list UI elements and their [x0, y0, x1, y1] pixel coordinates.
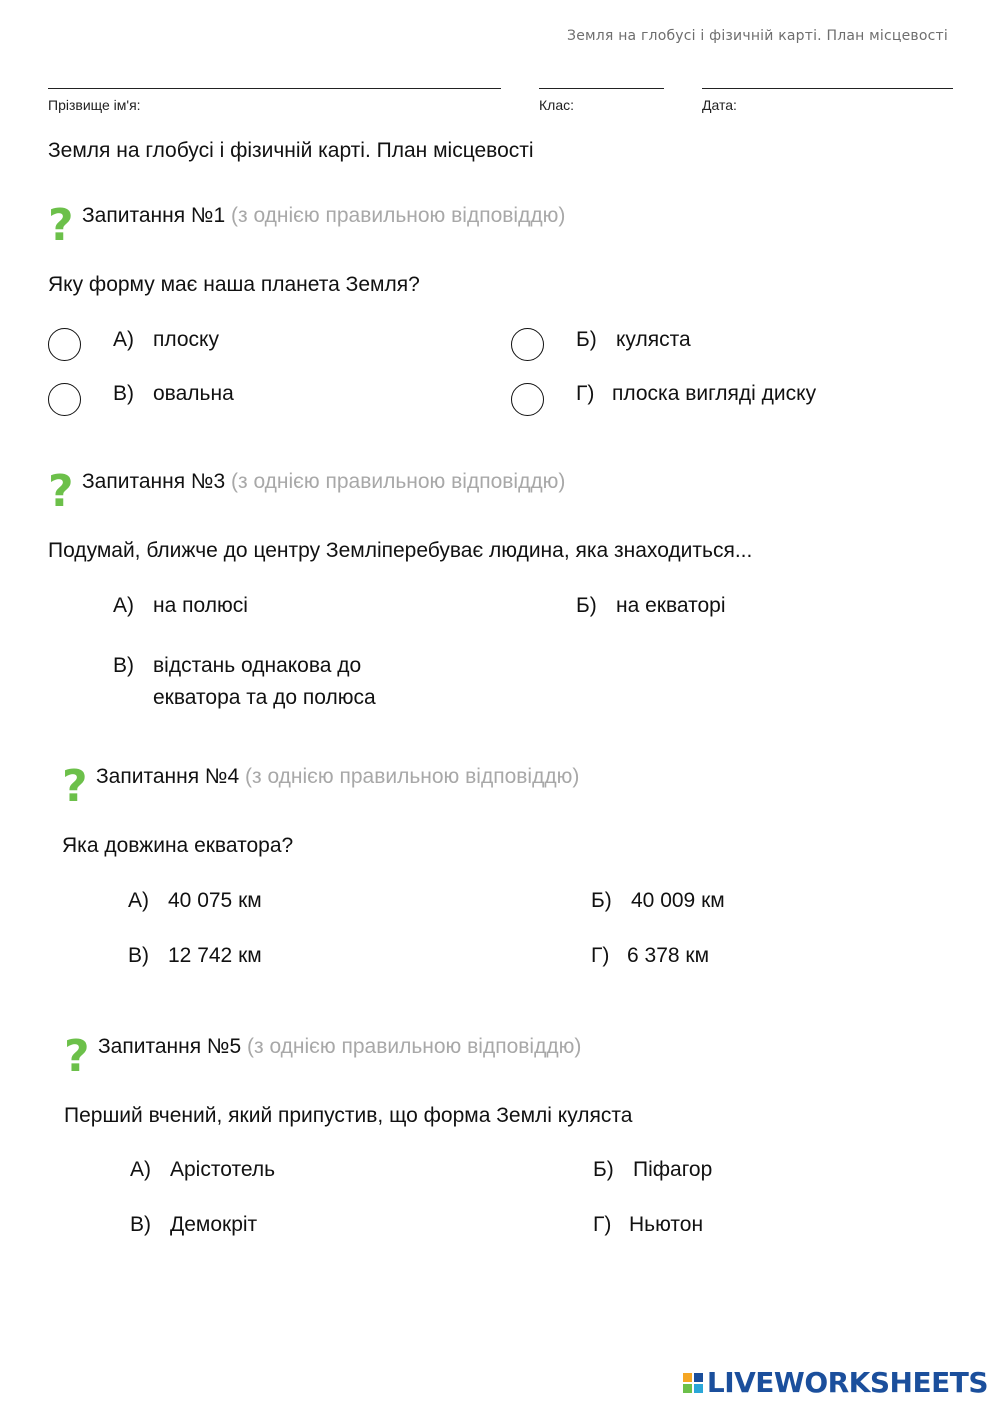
question-4-heading	[96, 765, 579, 789]
question-mark-icon: ?	[62, 761, 88, 812]
question-hint: (з однією правильною відповіддю)	[244, 765, 580, 788]
question-label: Запитання №4	[96, 765, 240, 788]
question-mark-icon: ?	[64, 1031, 90, 1082]
question-label: Запитання №1	[82, 204, 226, 227]
class-field-line[interactable]	[539, 88, 664, 89]
radio-button[interactable]	[48, 383, 81, 416]
question-mark-icon: ?	[48, 200, 74, 251]
answer-option[interactable]: А) 40 075 км	[128, 889, 262, 912]
answer-option[interactable]: Б) 40 009 км	[591, 889, 725, 912]
answer-option[interactable]: Б) на екваторі	[576, 594, 726, 617]
question-5-text: Перший вчений, який припустив, що форма Землі куляста	[64, 1104, 633, 1127]
question-mark-icon: ?	[48, 466, 74, 517]
question-label: Запитання №3	[82, 470, 226, 493]
question-3-heading	[82, 470, 565, 494]
answer-option[interactable]: В) відстань однакова до	[113, 654, 362, 677]
answer-option[interactable]: Б) куляста	[576, 328, 691, 351]
question-4-text: Яка довжина екватора?	[62, 834, 294, 857]
answer-option-continuation: екватора та до полюса	[153, 686, 376, 709]
date-field-line[interactable]	[702, 88, 953, 89]
question-3-text: Подумай, ближче до центру Земліперебуває людина, яка знаходиться...	[48, 539, 753, 562]
logo-text: LIVEWORKSHEETS	[706, 1366, 988, 1399]
date-label: Дата:	[702, 97, 737, 113]
class-label: Клас:	[539, 97, 574, 113]
answer-option[interactable]: В) Демокріт	[130, 1213, 258, 1236]
answer-option[interactable]: Г) Ньютон	[593, 1213, 704, 1236]
name-label: Прізвище ім'я:	[48, 97, 141, 113]
answer-option[interactable]: Б) Піфагор	[593, 1158, 713, 1181]
answer-option[interactable]: А) на полюсі	[113, 594, 248, 617]
question-hint: (з однією правильною відповіддю)	[230, 204, 566, 227]
answer-option[interactable]: Г) 6 378 км	[591, 944, 710, 967]
question-hint: (з однією правильною відповіддю)	[246, 1035, 582, 1058]
name-field-line[interactable]	[48, 88, 501, 89]
answer-option[interactable]: А) плоску	[113, 328, 219, 351]
question-hint: (з однією правильною відповіддю)	[230, 470, 566, 493]
question-1-text: Яку форму має наша планета Земля?	[48, 273, 420, 296]
answer-option[interactable]: В) 12 742 км	[128, 944, 262, 967]
radio-button[interactable]	[511, 383, 544, 416]
radio-button[interactable]	[511, 328, 544, 361]
answer-option[interactable]: Г) плоска вигляді диску	[576, 382, 817, 405]
answer-option[interactable]: В) овальна	[113, 382, 234, 405]
question-1-heading	[82, 204, 565, 228]
question-label: Запитання №5	[98, 1035, 242, 1058]
radio-button[interactable]	[48, 328, 81, 361]
answer-option[interactable]: А) Арістотель	[130, 1158, 276, 1181]
liveworksheets-logo	[683, 1366, 988, 1399]
logo-blocks-icon	[683, 1373, 703, 1393]
question-5-heading	[98, 1035, 581, 1059]
worksheet-title: Земля на глобусі і фізичній карті. План місцевості	[48, 139, 534, 162]
page-header-title: Земля на глобусі і фізичній карті. План місцевості	[567, 28, 948, 44]
